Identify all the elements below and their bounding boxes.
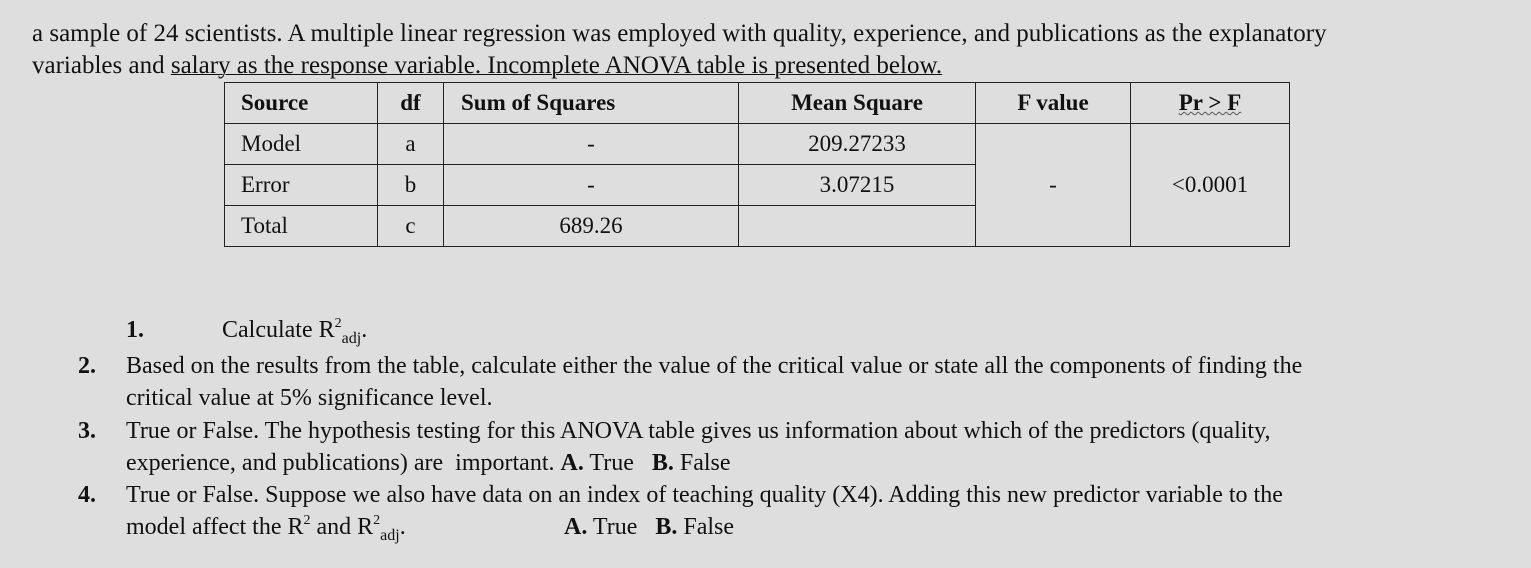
question-2 — [0, 350, 1531, 414]
q4-text-a: model affect the R — [126, 514, 304, 540]
q4-option-b-letter: B. — [655, 514, 678, 540]
q3-line-1: True or False. The hypothesis testing for this ANOVA table gives us information about which of the predictors (quality, — [126, 418, 1271, 444]
header-ss: Sum of Squares — [444, 83, 739, 124]
question-4 — [0, 479, 1531, 549]
pr-label: Pr > F — [1178, 90, 1242, 115]
cell-ms: 3.07215 — [739, 165, 976, 206]
q1-sup: 2 — [334, 316, 342, 331]
q4-sup-1: 2 — [303, 513, 311, 528]
q4-text-mid: and R — [310, 514, 374, 540]
q4-line-2 — [126, 511, 1506, 543]
intro-line-1: a sample of 24 scientists. A multiple linear regression was employed with quality, experience, and publications as the explanatory — [32, 20, 1327, 47]
cell-source: Total — [225, 206, 378, 247]
q4-sub-2: adj — [380, 527, 400, 544]
question-3-number: 3. — [78, 418, 96, 444]
question-3 — [0, 415, 1531, 479]
q3-option-a: True — [583, 450, 652, 476]
q1-text: Calculate R — [222, 317, 335, 343]
intro-line-2 — [32, 50, 1502, 82]
q3-option-b-letter: B. — [651, 450, 674, 476]
q2-line-1: Based on the results from the table, calculate either the value of the critical value or state all the components of finding the — [126, 353, 1303, 379]
header-f: F value — [976, 83, 1131, 124]
intro-line-2-rest: salary as the response variable. Incomplete ANOVA table is presented below. — [170, 52, 943, 79]
question-1 — [0, 314, 1531, 348]
header-ms: Mean Square — [739, 83, 976, 124]
cell-ss: - — [444, 124, 739, 165]
question-4-text — [126, 479, 1506, 543]
q4-line-1: True or False. Suppose we also have data on an index of teaching quality (X4). Adding this new predictor variable to the — [126, 482, 1283, 508]
q4-option-a: True — [587, 514, 656, 540]
q4-tail: . — [399, 514, 406, 540]
q1-tail: . — [361, 317, 368, 343]
cell-df: c — [378, 206, 444, 247]
cell-df: a — [378, 124, 444, 165]
q4-option-b: False — [677, 514, 735, 540]
question-1-text — [222, 314, 367, 346]
cell-ms — [739, 206, 976, 247]
q2-line-2: critical value at 5% significance level. — [126, 385, 493, 411]
cell-ms: 209.27233 — [739, 124, 976, 165]
header-df: df — [378, 83, 444, 124]
cell-ss: 689.26 — [444, 206, 739, 247]
q3-line-2 — [126, 447, 1506, 479]
q4-options — [564, 511, 734, 543]
question-3-text — [126, 415, 1506, 479]
header-source: Source — [225, 83, 378, 124]
cell-ss: - — [444, 165, 739, 206]
question-2-number: 2. — [78, 353, 96, 379]
intro-line-2-start: variables and — [32, 52, 171, 79]
cell-df: b — [378, 165, 444, 206]
q3-option-a-letter: A. — [560, 450, 584, 476]
q1-sub: adj — [341, 330, 362, 347]
cell-source: Error — [225, 165, 378, 206]
question-4-number: 4. — [78, 482, 96, 508]
table-header-row — [225, 83, 1290, 124]
question-1-number: 1. — [126, 317, 144, 343]
cell-p-value: <0.0001 — [1131, 124, 1290, 247]
q3-line-2-text: experience, and publications) are important. — [126, 450, 561, 476]
cell-f-value: - — [976, 124, 1131, 247]
anova-table — [224, 82, 1290, 247]
problem-intro — [32, 18, 1502, 82]
q3-option-b: False — [673, 450, 731, 476]
q4-option-a-letter: A. — [564, 514, 588, 540]
table-row-model — [225, 124, 1290, 165]
q4-sup-2: 2 — [373, 513, 381, 528]
header-p — [1131, 83, 1290, 124]
cell-source: Model — [225, 124, 378, 165]
question-2-text — [126, 350, 1506, 414]
